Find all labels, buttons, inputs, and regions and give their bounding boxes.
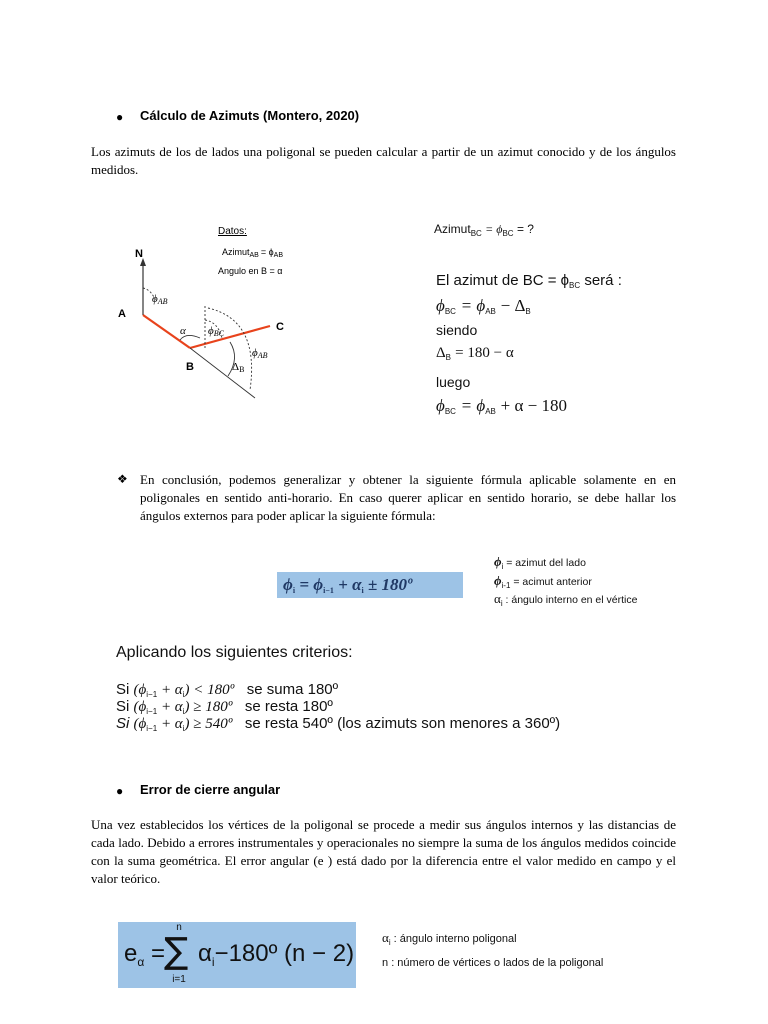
- criteria-row-1: Si $(\phi_{i-1} + \alpha_i)$ ≥ 180º se resta 180º: [116, 698, 333, 716]
- datos-azimut: Azimut$_{AB}$ = $\phi_{AB}$: [222, 247, 283, 259]
- criteria-row-2: Si $(\phi_{i-1} + \alpha_i)$ ≥ 540º se resta 540º (los azimuts son menores a 360º): [116, 715, 561, 733]
- label-c: C: [276, 321, 284, 333]
- datos-label: Datos:: [218, 226, 247, 237]
- calc-line-7: $\phi_{BC} = \phi_{AB} + \alpha - 180$: [436, 396, 567, 416]
- legend1-row-2: $\alpha_i$ : ángulo interno en el vértice: [494, 591, 638, 608]
- error-paragraph: Una vez establecidos los vértices de la poligonal se procede a medir sus ángulos internos y las distancias de cada lado. Debido a errores instrumentales y operacionales no siempre la suma de los ángulos medidos coincide con la suma geométrica. El error angular (e ) está dado por la diferencia entre el valor medido en campo y el valor teórico.: [91, 817, 676, 886]
- legend1-row-0: $\phi_i$ = azimut del lado: [494, 554, 586, 571]
- legend2-row-1: n : número de vértices o lados de la poligonal: [382, 957, 604, 969]
- calc-line-4: siendo: [436, 322, 478, 338]
- calc-line-2: El azimut de BC = $\phi_{BC}$ será :: [436, 272, 622, 290]
- label-phi-ab-2: ϕAB: [252, 347, 268, 360]
- label-phi-ab: ϕAB: [152, 293, 168, 306]
- datos-angulo: Angulo en B = α: [218, 266, 283, 276]
- legend1-row-1: $\phi_{i-1}$ = acimut anterior: [494, 573, 592, 590]
- label-alpha: α: [180, 325, 186, 337]
- section-title-azimuts: Cálculo de Azimuts (Montero, 2020): [140, 108, 360, 123]
- bullet-3: ●: [116, 784, 124, 798]
- calc-line-6: luego: [436, 374, 471, 390]
- line-bc: [190, 326, 270, 348]
- label-n: N: [135, 248, 143, 260]
- error-formula-lhs: $e_\alpha$ =: [124, 940, 165, 969]
- calc-line-3: $\phi_{BC} = \phi_{AB} - \Delta_B$: [436, 296, 531, 316]
- calc-line-5: $\Delta_B = 180 - \alpha$: [436, 345, 514, 362]
- error-formula-rhs: $\alpha_i-180º$ (n − 2): [198, 940, 355, 969]
- bullet-1: ●: [116, 110, 124, 124]
- label-phi-bc: ϕBC: [208, 325, 224, 338]
- calc-line-1: Azimut$_{BC}$ = $\phi_{BC}$ = ?: [434, 222, 534, 238]
- azimuth-formula-box: [277, 572, 463, 598]
- section-title-error: Error de cierre angular: [140, 782, 281, 797]
- legend2-row-0: $\alpha_i$ : ángulo interno poligonal: [382, 930, 517, 947]
- intro-paragraph: Los azimuts de los de lados una poligonal se pueden calcular a partir de un azimut conocido y de los ángulos medidos.: [91, 144, 676, 177]
- sum-lower: i=1: [172, 974, 186, 985]
- bullet-diamond: ❖: [117, 472, 128, 486]
- criteria-title: Aplicando los siguientes criterios:: [116, 644, 353, 661]
- ab-extension: [190, 348, 255, 398]
- criteria-row-0: Si $(\phi_{i-1} + \alpha_i)$ < 180º se suma 180º: [116, 681, 339, 699]
- sum-sigma: ∑: [164, 931, 189, 972]
- label-a: A: [118, 308, 126, 320]
- label-delta-b: ΔB: [232, 361, 245, 374]
- azimuth-formula: $\phi_i = \phi_{i-1} + \alpha_i$ ± 180º: [283, 575, 413, 595]
- error-formula-box: [118, 922, 356, 988]
- label-b: B: [186, 361, 194, 373]
- conclusion-paragraph: En conclusión, podemos generalizar y obtener la siguiente fórmula aplicable solamente en en poligonales en sentido anti-horario. En caso querer aplicar en sentido horario, se debe hallar los ángulos externos para poder aplicar la siguiente fórmula:: [140, 472, 676, 523]
- arc-phi-ab-2: [208, 308, 252, 390]
- azimuth-diagram: [100, 210, 420, 420]
- sum-upper: n: [176, 922, 182, 933]
